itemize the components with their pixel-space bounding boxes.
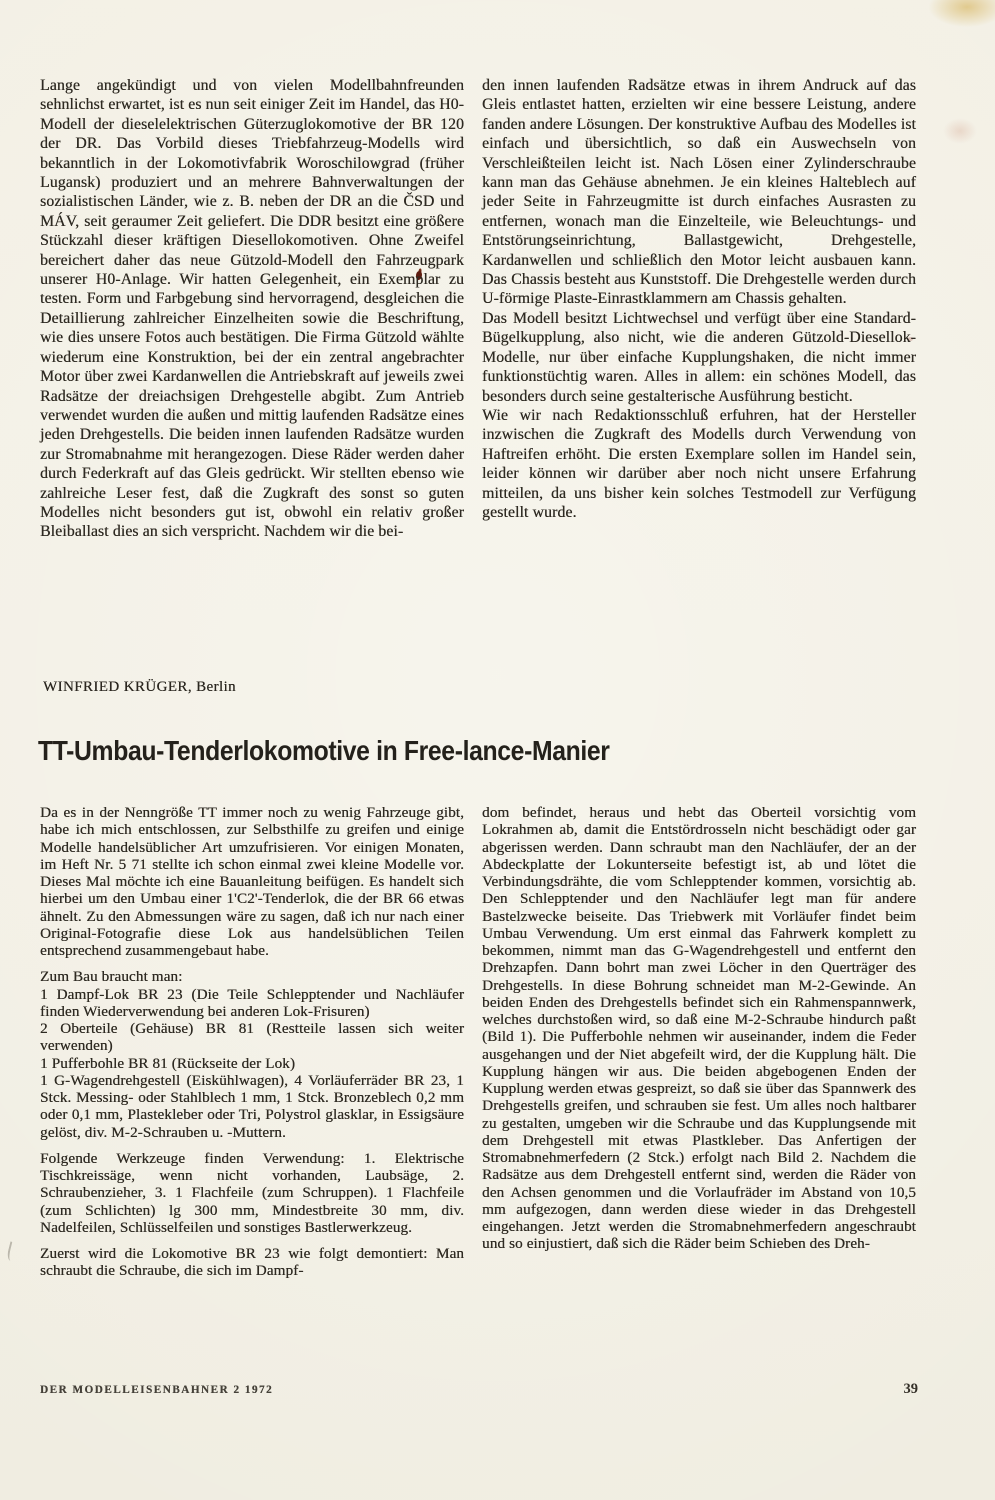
paper-stain: [927, 0, 995, 28]
paragraph: Da es in der Nenngröße TT immer noch zu wenig Fahrzeuge gibt, habe ich mich entschlossen, zur Selbsthilfe zu greifen und einige Modelle handelsüblicher Art umzufrisieren. Vor einigen Monaten, im Heft Nr. 5 71 stellte ich schon einmal zwei kleine Modelle vor. Dieses Mal möchte ich eine Bauanleitung beifügen. Es handelt sich hierbei um den Umbau einer 1'C2'-Tenderlok, die der BR 66 etwas ähnelt. Zu den Abmessungen wäre zu sagen, daß ich nur nach einer Original-Fotografie diese Lok aus handelsüblichen Teilen entsprechend zusammengebaut habe.: [40, 804, 464, 959]
article-tt-umbau: [40, 804, 916, 1280]
paragraph: Wie wir nach Redaktionsschluß erfuhren, hat der Hersteller inzwischen die Zugkraft des Modells durch Verwendung von Haftreifen erhöht. Die ersten Exemplare sollen im Handel sein, leider können wir darüber aber noch nicht unsere Erfahrung mitteilen, da uns bisher kein solches Testmodell zur Verfügung gestellt wurde.: [482, 406, 916, 521]
page-number: 39: [903, 1381, 918, 1397]
article2-right-column: [482, 804, 916, 1280]
journal-name: DER MODELLEISENBAHNER 2 1972: [40, 1384, 274, 1396]
article-br120-review: [40, 76, 916, 542]
article2-left-column: [40, 804, 464, 1280]
paper-stain: [943, 118, 977, 144]
tools-paragraph: Folgende Werkzeuge finden Verwendung: 1. Elektrische Tischkreissäge, wenn nicht vorhanden, Laubsäge, 2. Schraubenzieher, 3. 1 Flachfeile (zum Schruppen). 1 Flachfeile (zum Schlichten) lg 300 mm, Mindestbreite 30 mm, div. Nadelfeilen, Schlüsselfeilen und sonstiges Bastlerwerkzeug.: [40, 1149, 464, 1236]
article1-left-column: [40, 76, 464, 542]
parts-list-item: 2 Oberteile (Gehäuse) BR 81 (Restteile lassen sich weiter verwenden): [40, 1020, 464, 1055]
pencil-mark: [6, 1241, 18, 1261]
parts-intro: Zum Bau braucht man:: [40, 968, 183, 986]
paragraph: Lange angekündigt und von vielen Modellbahnfreunden sehnlichst erwartet, ist es nun seit einiger Zeit im Handel, das H0-Modell der dieselelektrischen Güterzuglokomotive der BR 120 der DR. Das Vorbild dieses Triebfahrzeug-Modells wird bekanntlich in der Lokomotivfabrik Woroschilowgrad (früher Lugansk) produziert und an mehrere Bahnverwaltungen der sozialistischen Länder, wie z. B. neben der DR an die ČSD und MÁV, seit geraumer Zeit geliefert. Die DDR besitzt eine größere Stückzahl dieser kräftigen Diesellokomotiven. Ohne Zweifel bereichert daher das neue Gützold-Modell den Fahrzeugpark unserer H0-Anlage. Wir hatten Gelegenheit, ein Exemplar zu testen. Form und Farbgebung sind hervorragend, desgleichen die Detaillierung zahlreicher Einzelheiten sowie die Beschriftung, wie dies unsere Fotos auch bestätigen. Die Firma Gützold wählte wiederum eine Konstruktion, bei der ein zentral angebrachter Motor über zwei Kardanwellen die Antriebskraft auf jeweils zwei Radsätze der dreiachsigen Drehgestelle abgibt. Zum Antrieb verwendet wurden die außen und mittig laufenden Radsätze eines jeden Drehgestells. Die beiden innen laufenden Radsätze wurden zur Stromabnahme mit herangezogen. Diese Räder werden daher durch Federkraft auf das Gleis gedrückt. Wir stellten ebenso wie zahlreiche Leser fest, daß die Zugkraft des sonst so guten Modelles nicht besonders gut ist, obwohl ein relativ großer Bleiballast dies an sich verspricht. Nachdem wir die bei-: [40, 77, 464, 541]
parts-list-item: 1 G-Wagendrehgestell (Eiskühlwagen), 4 Vorläuferräder BR 23, 1 Stck. Messing- oder Stahlblech 1 mm, 1 Stck. Bronzeblech 0,2 mm oder 0,1 mm, Plastekleber oder Tri, Polystrol glasklar, in Essigsäure gelöst, div. M-2-Schrauben u. -Muttern.: [40, 1071, 464, 1141]
parts-list-item: 1 Pufferbohle BR 81 (Rückseite der Lok): [40, 1054, 296, 1072]
article1-right-column: [482, 76, 916, 542]
parts-list-item: 1 Dampf-Lok BR 23 (Die Teile Schlepptender und Nachläufer finden Wiederverwendung bei anderen Lok-Frisuren): [40, 985, 464, 1020]
paragraph: dom befindet, heraus und hebt das Oberteil vorsichtig vom Lokrahmen ab, damit die Entstördrosseln nicht beschädigt oder gar abgerissen werden. Dann schraubt man den Nachläufer, der an der Abdeckplatte der Lokunterseite befestigt ist, ab und lötet die Verbindungsdrähte, die vom Schlepptender kommen, vorsichtig ab. Den Schlepptender und den Nachläufer legt man für andere Bastelzwecke beiseite. Das Triebwerk mit Vorläufer findet beim Umbau Verwendung. Um erst einmal das Fahrwerk komplett zu bekommen, nimmt man das G-Wagendrehgestell und entfernt den Drehzapfen. Dann bohrt man zwei Löcher in den Querträger des Drehgestells. In diese Bohrung schneidet man M-2-Gewinde. An beiden Enden des Drehgestells befindet sich ein Rahmenspannwerk, welches durchstoßen wird, so daß eine M-2-Schraube hindurch paßt (Bild 1). Die Pufferbohle nehmen wir auseinander, indem die Feder ausgehangen und der Niet abgefeilt wird, der die Kupplung hält. Die Kupplung hängen wir aus. Die beiden abgebogenen Enden der Kupplung werden etwas gespreizt, so daß sie über das Spannwerk des Drehgestells greifen, und schrauben sie fest. Um alles noch haltbarer zu gestalten, umgeben wir die Schraube und das Kupplungsende mit dem Drehgestell mit etwas Plastkleber. Das Anfertigen der Stromabnehmerfedern (2 Stck.) erfolgt nach Bild 2. Nachdem die Radsätze aus dem Drehgestell entfernt sind, werden die Räder von den Achsen genommen und die Vorlaufräder im Abstand von 10,5 mm aufgezogen, dann werden diese wieder in das Drehgestell eingehangen. Jetzt werden die Stromabnehmerfedern angeschraubt und so einjustiert, daß sich die Räder beim Schieben des Dreh-: [482, 804, 916, 1253]
paragraph: den innen laufenden Radsätze etwas in ihrem Andruck auf das Gleis entlastet hatten, erzielten wir eine bessere Leistung, andere fanden andere Lösungen. Der konstruktive Aufbau des Modelles ist einfach und übersichtlich, so daß ein Auswechseln von Verschleißteilen leicht ist. Nach Lösen einer Zylinderschraube kann man das Gehäuse abnehmen. Je ein kleines Halteblech auf jeder Seite in Fahrzeugmitte ist durch einfaches Ausrasten zu entfernen, wonach man die Einzelteile, wie Beleuchtungs- und Entstörungseinrichtung, Ballastgewicht, Drehgestelle, Kardanwellen und schließlich den Motor leicht ausbauen kann. Das Chassis besteht aus Kunststoff. Die Drehgestelle werden durch U-förmige Plaste-Einrastklammern am Chassis gehalten.: [482, 77, 916, 308]
article-title: TT-Umbau-Tenderlokomotive in Free-lance-Manier: [38, 735, 610, 766]
author-byline: WINFRIED KRÜGER, Berlin: [43, 679, 236, 695]
paragraph: Das Modell besitzt Lichtwechsel und verfügt über eine Standard-Bügelkupplung, also nicht, wie die anderen Gützold-Diesellok-Modelle, nur über einfache Kupplungshaken, die nicht immer funktionstüchtig waren. Alles in allem: ein schönes Modell, das besonders durch seine gestalterische Ausführung besticht.: [482, 309, 916, 405]
paragraph: Zuerst wird die Lokomotive BR 23 wie folgt demontiert: Man schraubt die Schraube, die sich im Dampf-: [40, 1245, 464, 1280]
